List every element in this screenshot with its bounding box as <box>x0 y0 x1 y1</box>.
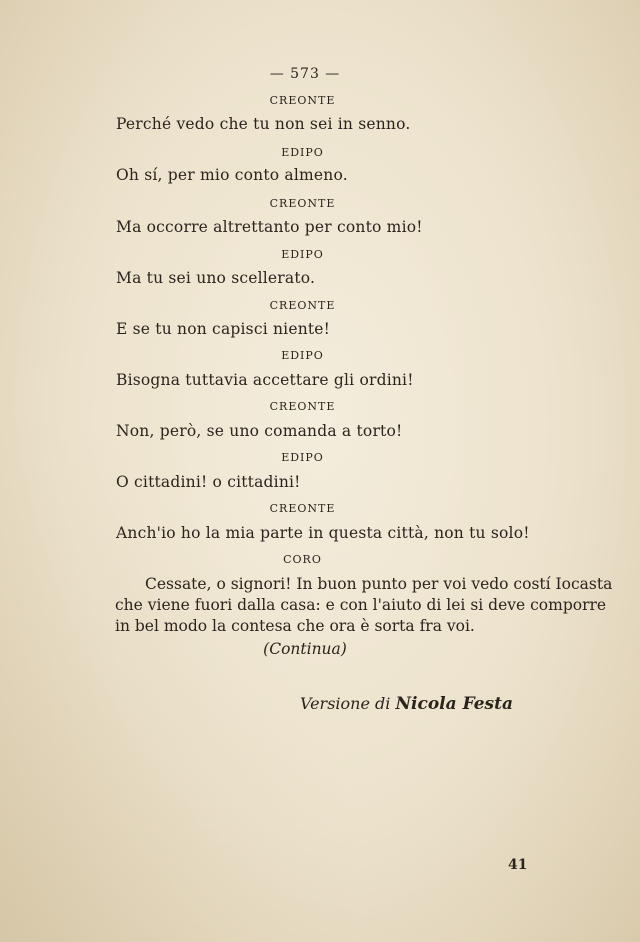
speaker-label-chorus: CORO <box>283 553 322 566</box>
dialogue-line: O cittadini! o cittadini! <box>116 473 301 491</box>
dialogue-line: Perché vedo che tu non sei in senno. <box>116 115 411 133</box>
dialogue-line: Ma tu sei uno scellerato. <box>116 269 316 287</box>
signature-name: Nicola Festa <box>395 694 513 714</box>
folio-number: 41 <box>508 857 528 873</box>
dialogue-line: E se tu non capisci niente! <box>116 320 331 338</box>
translator-signature <box>300 694 513 714</box>
dialogue-line: Anch'io ho la mia parte in questa città, non tu solo! <box>116 524 530 542</box>
speaker-label: CREONTE <box>269 299 336 312</box>
speaker-label: CREONTE <box>269 197 336 210</box>
dialogue-line: Oh sí, per mio conto almeno. <box>116 166 348 184</box>
speaker-label: EDIPO <box>281 146 324 159</box>
dialogue-line: Bisogna tuttavia accettare gli ordini! <box>116 371 414 389</box>
chorus-line: Cessate, o signori! In buon punto per voi vedo costí Iocasta <box>145 575 613 593</box>
speaker-label: EDIPO <box>281 349 324 362</box>
signature-prefix: Versione di <box>300 694 391 713</box>
chorus-paragraph <box>85 574 613 637</box>
speaker-label: EDIPO <box>281 451 324 464</box>
speaker-label: EDIPO <box>281 248 324 261</box>
dialogue-line: Non, però, se uno comanda a torto! <box>116 422 403 440</box>
speaker-label: CREONTE <box>269 400 336 413</box>
page-header-number: — 573 — <box>269 66 341 82</box>
dialogue-line: Ma occorre altrettanto per conto mio! <box>116 218 423 236</box>
speaker-label: CREONTE <box>269 94 336 107</box>
continua-note: (Continua) <box>263 640 347 658</box>
speaker-label: CREONTE <box>269 502 336 515</box>
chorus-line: in bel modo la contesa che ora è sorta fra voi. <box>115 617 475 635</box>
chorus-line: che viene fuori dalla casa: e con l'aiuto di lei si deve comporre <box>115 596 607 614</box>
